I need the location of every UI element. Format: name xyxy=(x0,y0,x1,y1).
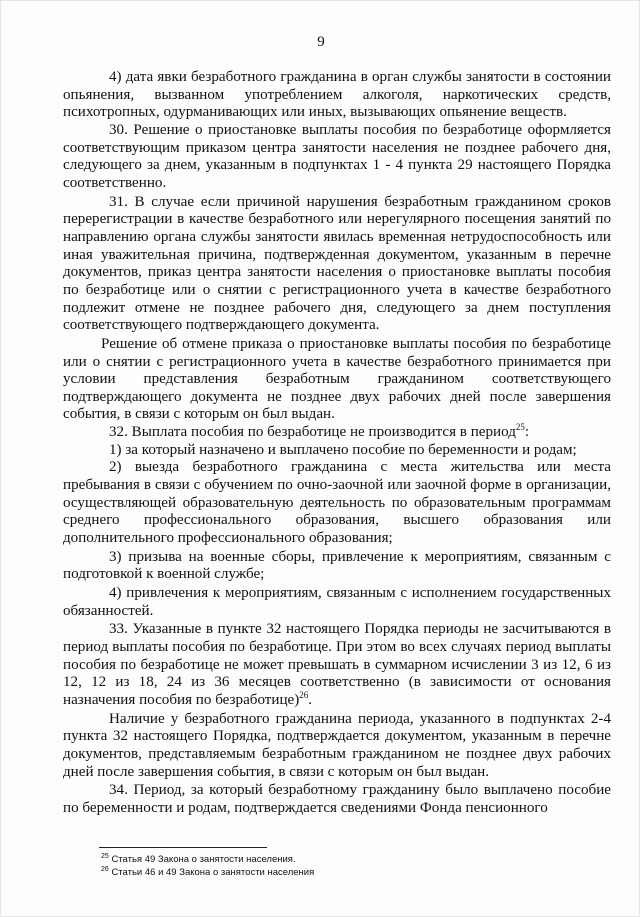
paragraph: 32. Выплата пособия по безработице не производится в период$^{25}$: xyxy=(109,422,530,441)
list-item: 3) призыва на военные сборы, привлечение к мероприятиям, связанным с подготовкой к военной службе; xyxy=(63,548,611,583)
footnotes xyxy=(101,853,601,879)
footnote-ref: 25 xyxy=(515,422,525,433)
footnote-separator xyxy=(99,847,267,848)
paragraph: 30. Решение о приостановке выплаты пособия по безработице оформляется соответствующим приказом центра занятости населения не позднее рабочего дня, следующего за днем, указанным в подпунктах 1 - 4 пункта 29 настоящего Порядка соответственно. xyxy=(63,121,611,191)
document-body xyxy=(63,69,611,818)
footnote-ref: 26 xyxy=(299,689,309,700)
list-item: 1) за который назначено и выплачено пособие по беременности и родам; xyxy=(109,441,577,458)
paragraph: 4) дата явки безработного гражданина в орган службы занятости в состоянии опьянения, вызванном употреблением алкоголя, наркотических средств, психотропных, одурманивающих или иных, вызывающих опьянение веществ. xyxy=(63,69,611,121)
page-number: 9 xyxy=(317,34,325,50)
paragraph: 31. В случае если причиной нарушения безработным гражданином сроков перерегистрации в качестве безработного или нерегулярного посещения занятий по направлению органа службы занятости явилась временная нетрудоспособность или иная уважительная причина, подтвержденная документом, указанным в перечне документов, приказ центра занятости населения о приостановке выплаты пособия по безработице или о снятии с регистрационного учета в качестве безработного подлежит отмене не позднее рабочего дня, следующего за днем поступления соответствующего подтверждающего документа. xyxy=(63,193,611,334)
paragraph: 33. Указанные в пункте 32 настоящего Порядка периоды не засчитываются в период выплаты пособия по безработице. При этом во всех случаях период выплаты пособия по безработице не может превышать в суммарном исчислении 3 из 12, 6 из 12, 12 из 18, 24 из 36 месяцев соответственно (в зависимости от основания назначения пособия по безработице)$^{26}$. xyxy=(63,621,611,708)
list-item: 4) привлечения к мероприятиям, связанным с исполнением государственных обязанностей. xyxy=(63,585,611,619)
footnote: $^{26}$ Статьи 46 и 49 Закона о занятости населения xyxy=(101,866,315,878)
paragraph: Решение об отмене приказа о приостановке выплаты пособия по безработице или о снятии с регистрационного учета в качестве безработного принимается при условии представления безработным гражданином соответствующего подтверждающего документа не позднее двух рабочих дней после завершения события, в связи с которым он был выдан. xyxy=(63,335,611,423)
paragraph: Наличие у безработного гражданина периода, указанного в подпунктах 2-4 пункта 32 настоящего Порядка, подтверждается документом, указанным в перечне документов, представляемым безработным гражданином не позднее двух рабочих дней после завершения события, в связи с которым он был выдан. xyxy=(63,710,611,780)
paragraph: 34. Период, за который безработному гражданину было выплачено пособие по беременности и родам, подтверждается сведениями Фонда пенсионного xyxy=(63,782,611,816)
list-item: 2) выезда безработного гражданина с места жительства или места пребывания в связи с обучением по очно-заочной или заочной форме в организации, осуществляющей образовательную деятельность по образовательным программам среднего профессионального образования, высшего образования или дополнительного профессионального образования; xyxy=(63,459,611,547)
footnote: $^{25}$ Статья 49 Закона о занятости населения. xyxy=(101,853,296,865)
